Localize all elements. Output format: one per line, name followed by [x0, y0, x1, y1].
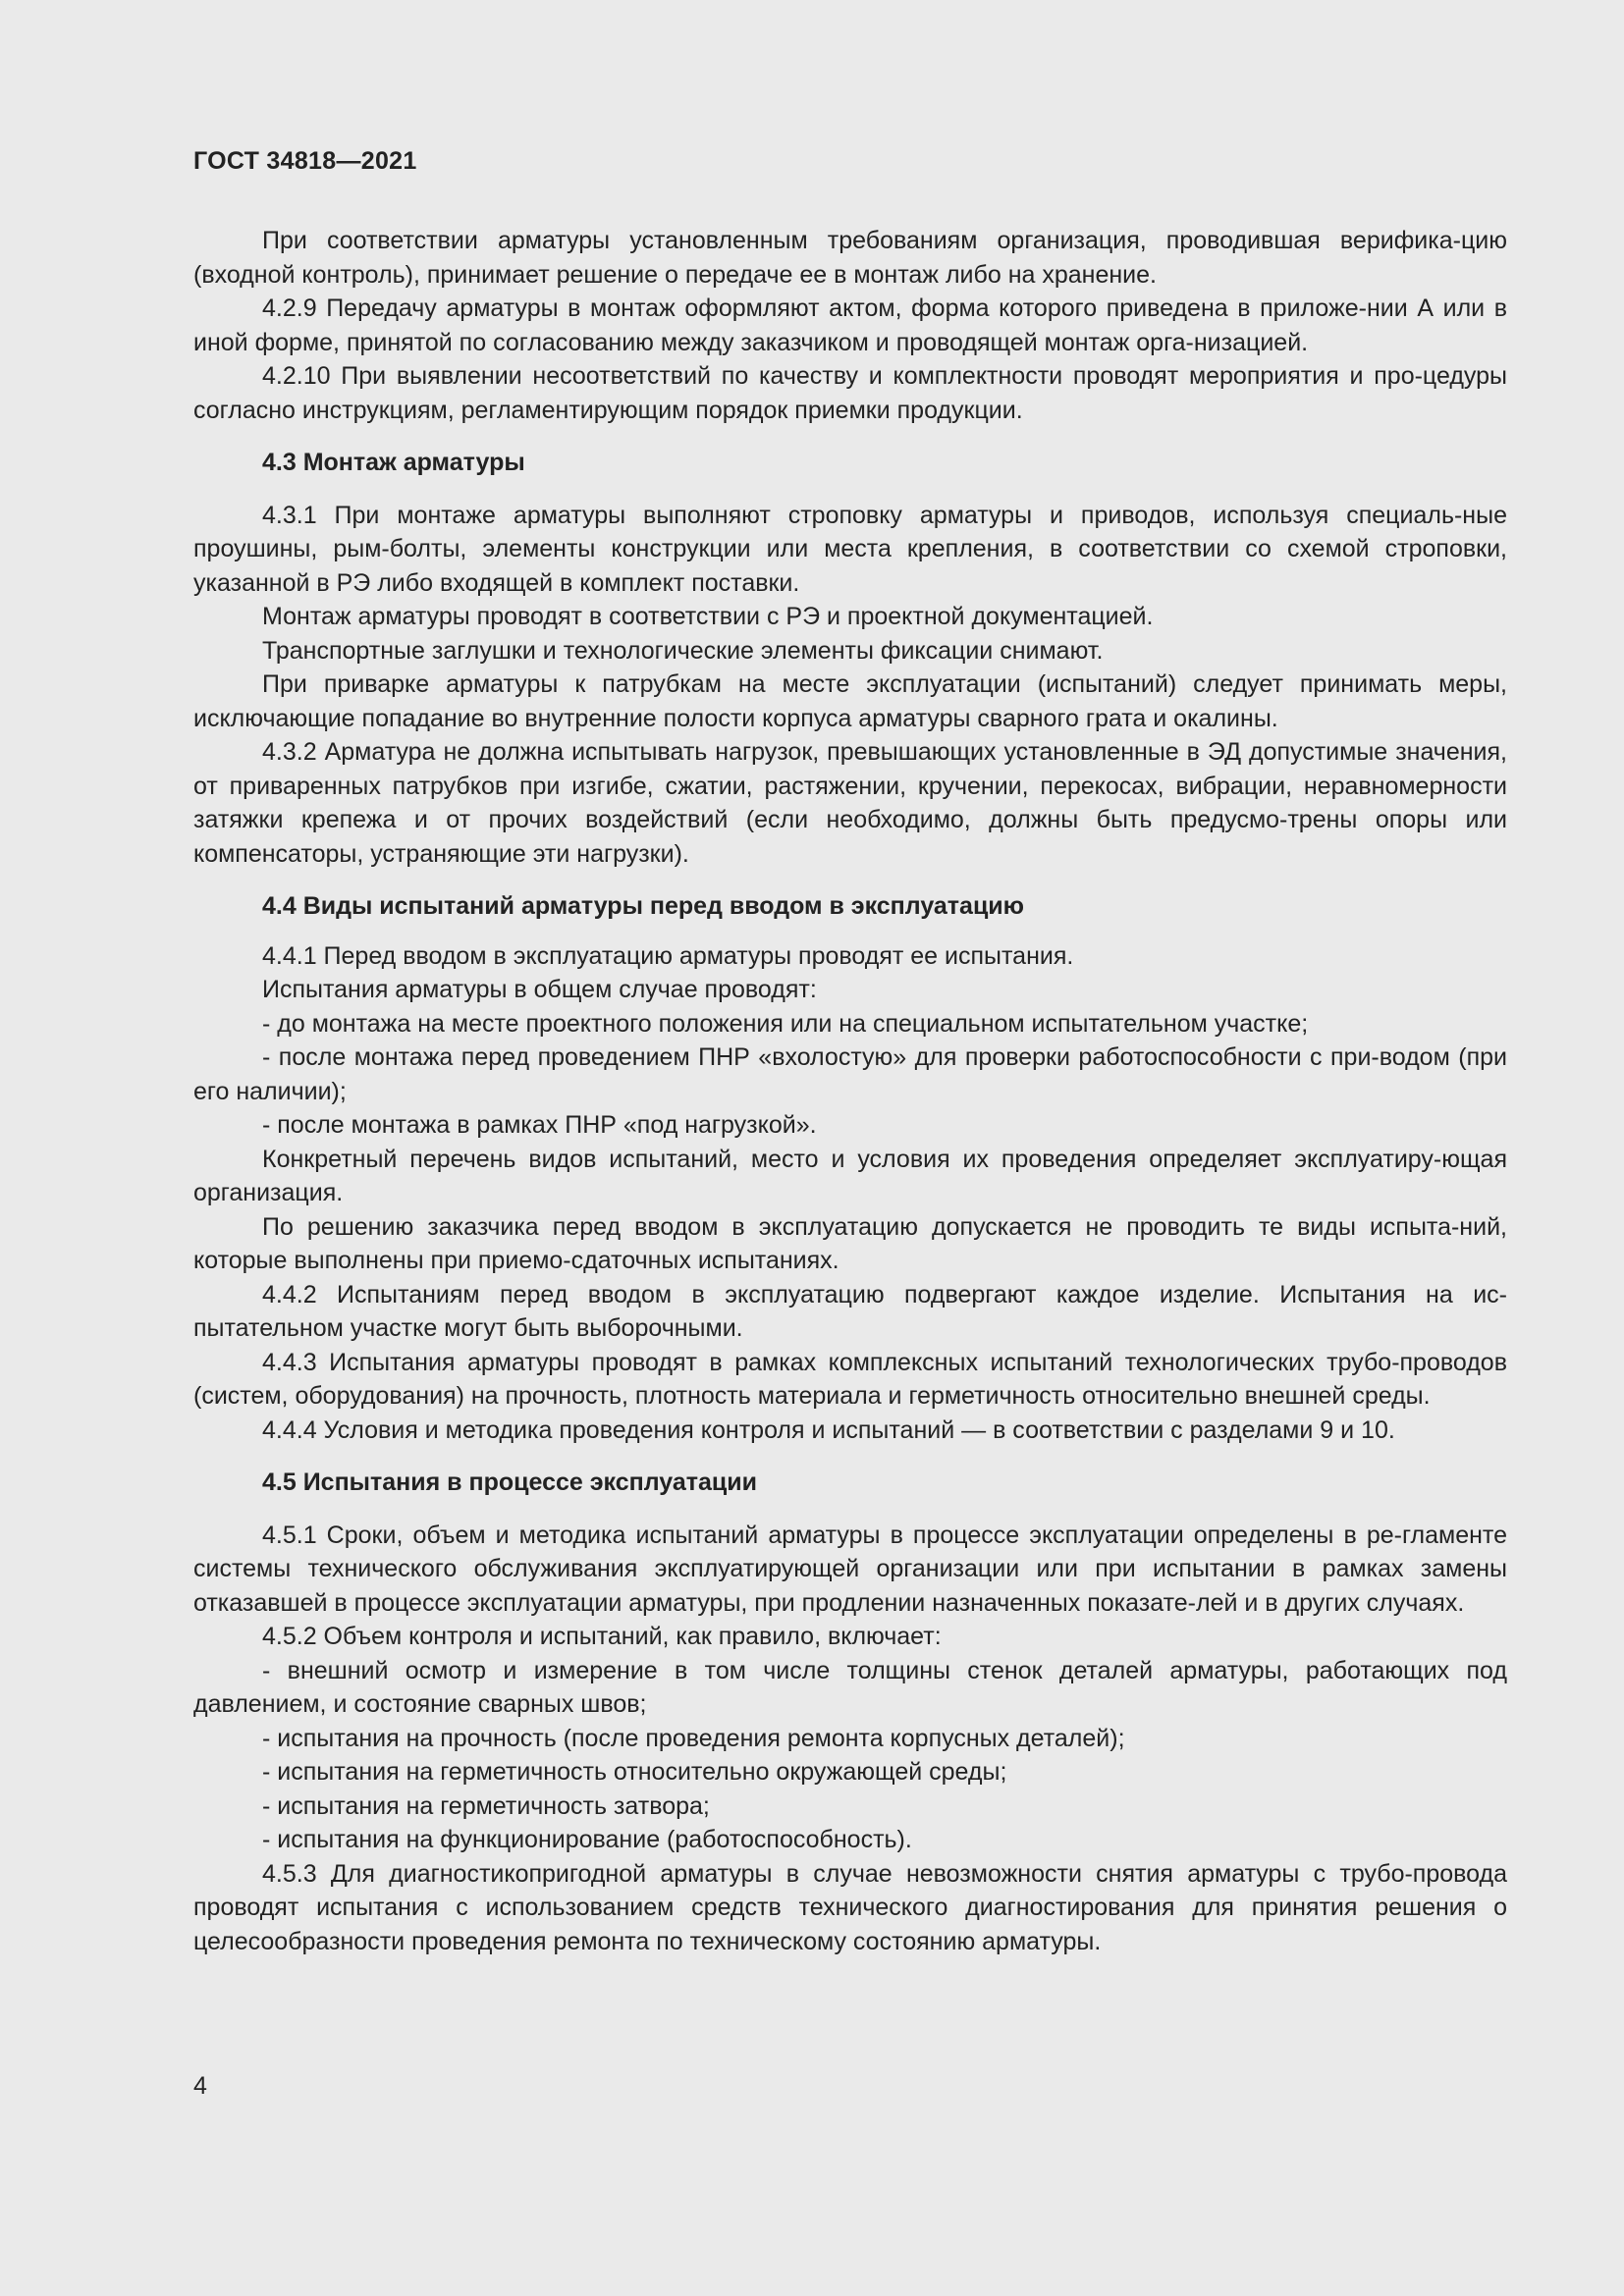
- paragraph-4-4-1: 4.4.1 Перед вводом в эксплуатацию арматуры проводят ее испытания.: [262, 941, 1074, 970]
- list-item: - испытания на функционирование (работоспособность).: [262, 1826, 912, 1853]
- list-item: - до монтажа на месте проектного положения или на специальном испытательном участке;: [262, 1009, 1309, 1038]
- paragraph-verification-result: При соответствии арматуры установленным требованиям организация, проводившая верифика-цию (входной контроль), принимает решение о передаче ее в монтаж либо на хранение.: [193, 227, 1507, 289]
- paragraph-4-2-9: 4.2.9 Передачу арматуры в монтаж оформляют актом, форма которого приведена в приложе-нии А или в иной форме, принятой по согласованию между заказчиком и проводящей монтаж орга-низацией.: [193, 294, 1507, 356]
- paragraph-4-3-1: 4.3.1 При монтаже арматуры выполняют строповку арматуры и приводов, используя специаль-ные проушины, рым-болты, элементы конструкции или места крепления, в соответствии со схемой строповки, указанной в РЭ либо входящей в комплект поставки.: [193, 501, 1507, 597]
- list-item: - испытания на герметичность относительно окружающей среды;: [262, 1758, 1007, 1786]
- section-heading-4-5: 4.5 Испытания в процессе эксплуатации: [262, 1468, 758, 1496]
- list-item: - внешний осмотр и измерение в том числе толщины стенок деталей арматуры, работающих под давлением, и состояние сварных швов;: [193, 1656, 1507, 1718]
- paragraph-4-4-2: 4.4.2 Испытаниям перед вводом в эксплуатацию подвергают каждое изделие. Испытания на ис-пытательном участке могут быть выборочными.: [193, 1280, 1507, 1342]
- paragraph-4-5-2: 4.5.2 Объем контроля и испытаний, как правило, включает:: [262, 1623, 942, 1650]
- paragraph-4-4-4: 4.4.4 Условия и методика проведения контроля и испытаний — в соответствии с разделами 9 и 10.: [262, 1415, 1395, 1444]
- page-number: 4: [193, 2072, 207, 2100]
- paragraph-4-4-1-list: Конкретный перечень видов испытаний, место и условия их проведения определяет эксплуатиру-ющая организация.: [193, 1145, 1507, 1206]
- list-item: - испытания на герметичность затвора;: [262, 1791, 710, 1820]
- paragraph-4-2-10: 4.2.10 При выявлении несоответствий по качеству и комплектности проводят мероприятия и про-цедуры согласно инструкциям, регламентирующим порядок приемки продукции.: [193, 362, 1507, 424]
- paragraph-4-3-1-plugs: Транспортные заглушки и технологические элементы фиксации снимают.: [262, 636, 1104, 665]
- paragraph-4-3-1-welding: При приварке арматуры к патрубкам на месте эксплуатации (испытаний) следует принимать меры, исключающие попадание во внутренние полости корпуса арматуры сварного грата и окалины.: [193, 670, 1507, 732]
- section-heading-4-3: 4.3 Монтаж арматуры: [262, 449, 525, 476]
- paragraph-4-3-1-montage: Монтаж арматуры проводят в соответствии с РЭ и проектной документацией.: [262, 603, 1154, 630]
- paragraph-4-4-3: 4.4.3 Испытания арматуры проводят в рамках комплексных испытаний технологических трубо-проводов (систем, оборудования) на прочность, плотность материала и герметичность относительно внешней среды.: [193, 1348, 1507, 1410]
- paragraph-4-5-3: 4.5.3 Для диагностикопригодной арматуры в случае невозможности снятия арматуры с трубо-провода проводят испытания с использованием средств технического диагностирования для принятия решения о целесообразности проведения ремонта по техническому состоянию арматуры.: [193, 1859, 1507, 1955]
- paragraph-4-4-1-general: Испытания арматуры в общем случае проводят:: [262, 976, 817, 1003]
- list-item: - после монтажа перед проведением ПНР «вхолостую» для проверки работоспособности с при-водом (при его наличии);: [193, 1043, 1507, 1105]
- list-item: - после монтажа в рамках ПНР «под нагрузкой».: [262, 1111, 817, 1139]
- list-item: - испытания на прочность (после проведения ремонта корпусных деталей);: [262, 1724, 1125, 1752]
- paragraph-4-4-1-customer: По решению заказчика перед вводом в эксплуатацию допускается не проводить те виды испыта-ний, которые выполнены при приемо-сдаточных испытаниях.: [193, 1212, 1507, 1274]
- paragraph-4-3-2: 4.3.2 Арматура не должна испытывать нагрузок, превышающих установленные в ЭД допустимые значения, от приваренных патрубков при изгибе, сжатии, растяжении, кручении, перекосах, вибрации, неравномерности затяжки крепежа и от прочих воздействий (если необходимо, должны быть предусмо-трены опоры или компенсаторы, устраняющие эти нагрузки).: [193, 738, 1507, 868]
- document-header: ГОСТ 34818—2021: [193, 147, 417, 175]
- section-heading-4-4: 4.4 Виды испытаний арматуры перед вводом в эксплуатацию: [262, 892, 1025, 920]
- paragraph-4-5-1: 4.5.1 Сроки, объем и методика испытаний арматуры в процессе эксплуатации определены в ре-гламенте системы технического обслуживания эксплуатирующей организации или при испытании в рамках замены отказавшей в процессе эксплуатации арматуры, при продлении назначенных показате-лей и в других случаях.: [193, 1521, 1507, 1617]
- document-body: [193, 224, 1507, 1958]
